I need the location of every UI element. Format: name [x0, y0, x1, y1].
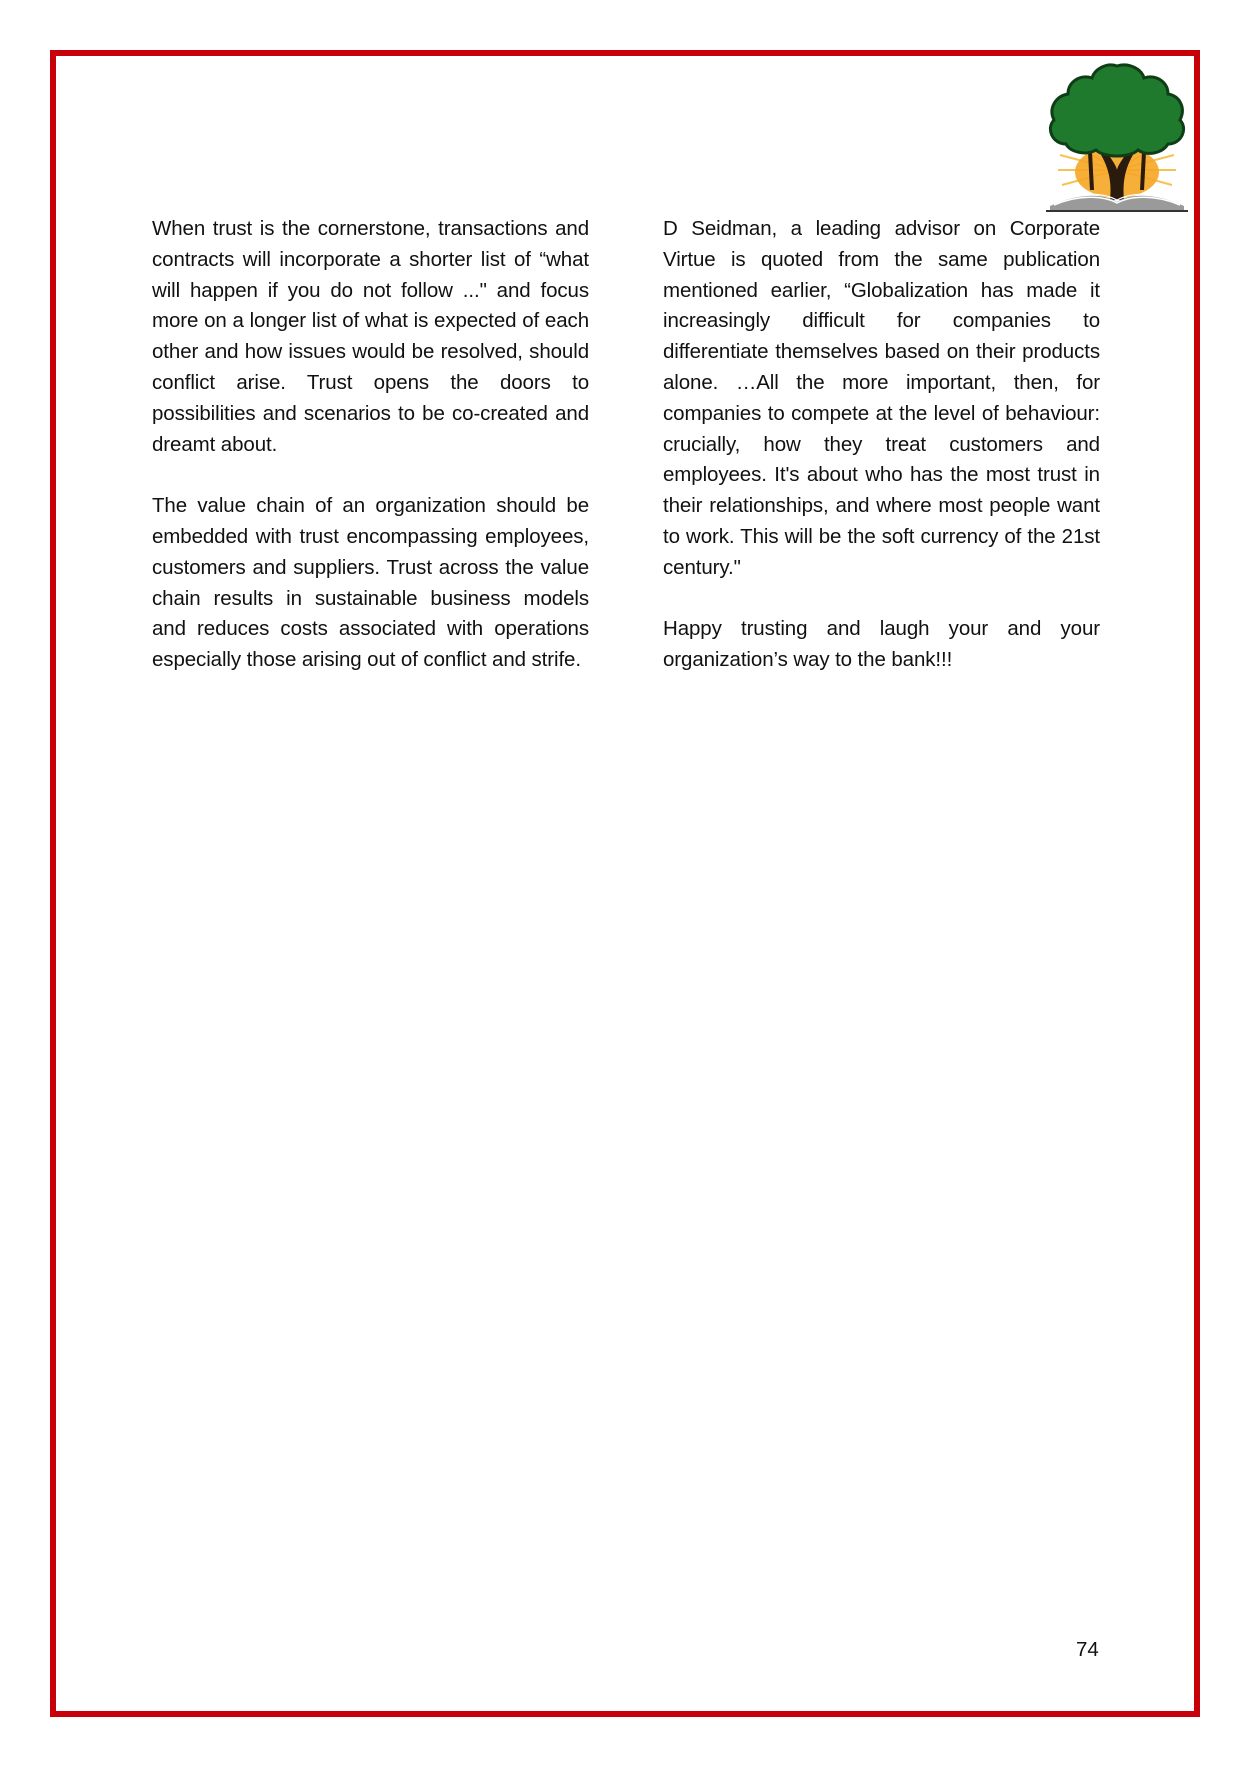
paragraph-closing: Happy trusting and laugh your and your organization’s way to the bank!!!: [663, 617, 1100, 672]
paragraph-seidman-quote: D Seidman, a leading advisor on Corporate Virtue is quoted from the same publication mentioned earlier, “Globalization has made it increasingly difficult for companies to differentiate themselves based on their products alone. …All the more important, then, for companies to compete at the level of behaviour: crucially, how they treat customers and employees. It's about who has the most trust in their relationships, and where most people want to work. This will be the soft currency of the 21st century.": [663, 217, 1100, 579]
tree-book-logo-icon: [1040, 60, 1195, 215]
paragraph-value-chain: The value chain of an organization should be embedded with trust encompassing employees, customers and suppliers. Trust across the value chain results in sustainable business models and reduces costs associated with operations especially those arising out of conflict and strife.: [152, 494, 589, 672]
left-column: [152, 214, 589, 707]
paragraph-trust-cornerstone: When trust is the cornerstone, transactions and contracts will incorporate a shorter list of “what will happen if you do not follow ..." and focus more on a longer list of what is expected of each other and how issues would be resolved, should conflict arise. Trust opens the doors to possibilities and scenarios to be co-created and dreamt about.: [152, 217, 589, 456]
page-number: 74: [1076, 1638, 1099, 1661]
right-column: [663, 214, 1100, 707]
